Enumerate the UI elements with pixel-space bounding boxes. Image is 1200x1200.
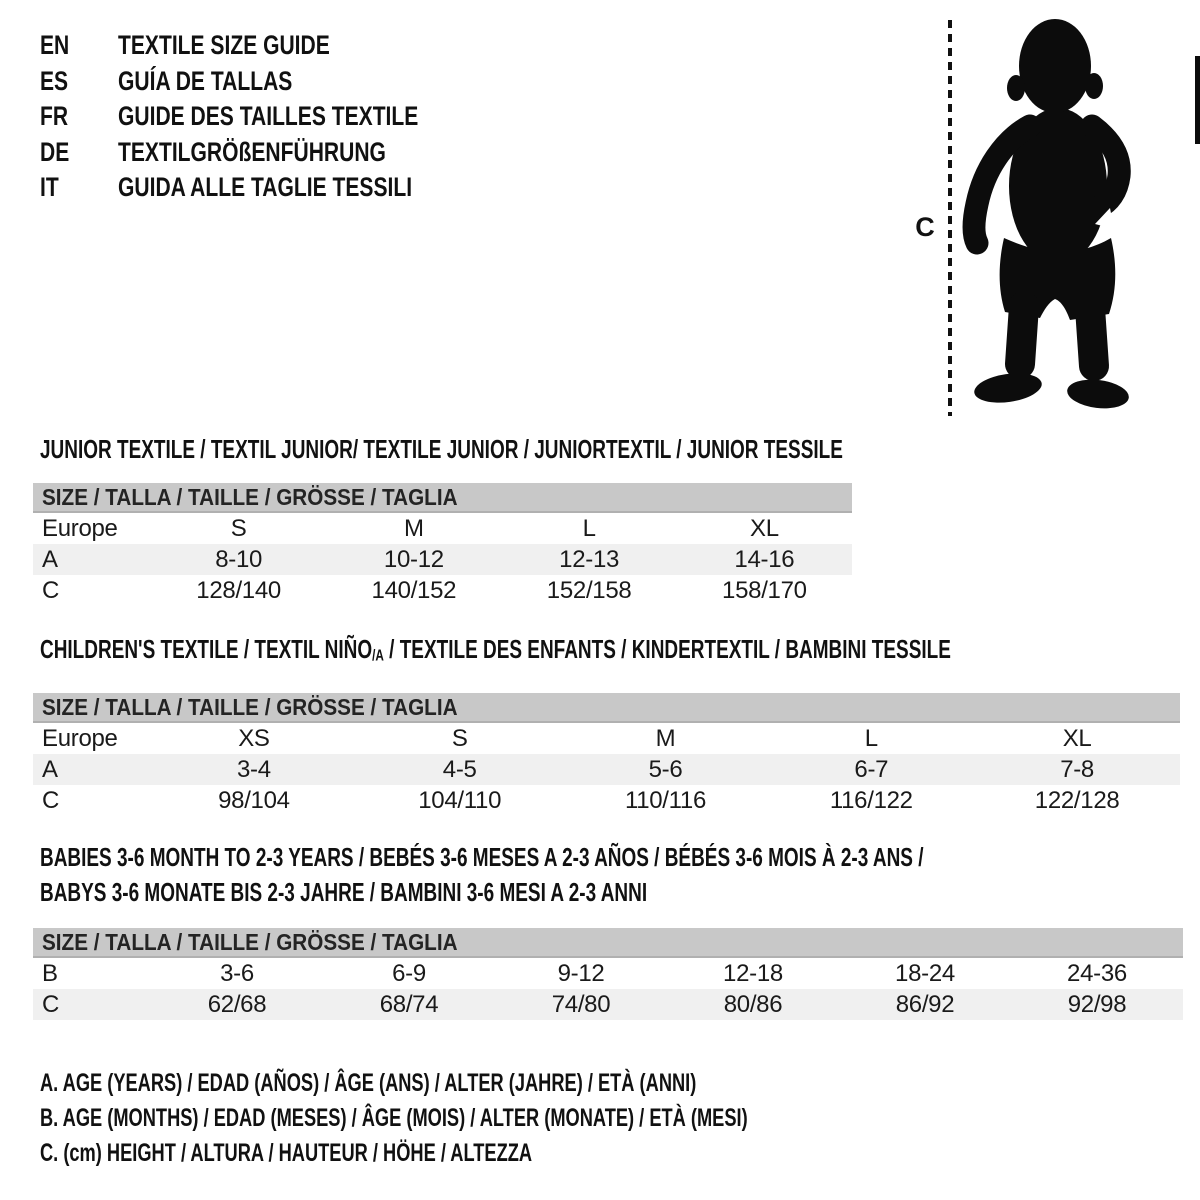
language-row: [40, 28, 503, 64]
height-cm-row: [33, 785, 1180, 816]
value-cell: 4-5: [442, 755, 477, 783]
value-cell: 18-24: [895, 959, 955, 987]
size-cell: XL: [1062, 724, 1092, 752]
language-title: GUIDE DES TAILLES TEXTILE: [118, 101, 419, 132]
legend-age-months: B. AGE (MONTHS) / EDAD (MESES) / ÂGE (MOIS) / ALTER (MONATE) / ETÀ (MESI): [40, 1104, 748, 1132]
language-title: GUIDA ALLE TAGLIE TESSILI: [118, 172, 413, 203]
size-cell: S: [451, 724, 468, 752]
language-title: GUÍA DE TALLAS: [118, 65, 293, 96]
size-header-bar: [33, 928, 1183, 958]
value-cell: 9-12: [557, 959, 605, 987]
value-cell: 80/86: [723, 990, 783, 1018]
value-cell: 128/140: [196, 576, 281, 604]
value-cell: 92/98: [1067, 990, 1127, 1018]
junior-section-title: JUNIOR TEXTILE / TEXTIL JUNIOR/ TEXTILE JUNIOR / JUNIORTEXTIL / JUNIOR TESSILE: [40, 434, 843, 464]
height-cm-row: [33, 989, 1183, 1020]
language-code: FR: [40, 101, 69, 132]
row-label: B: [42, 959, 58, 987]
value-cell: 7-8: [1060, 755, 1094, 783]
language-title: TEXTILGRÖßENFÜHRUNG: [118, 136, 386, 167]
legend-age-years: A. AGE (YEARS) / EDAD (AÑOS) / ÂGE (ANS) / ALTER (JAHRE) / ETÀ (ANNI): [40, 1069, 697, 1097]
value-cell: 98/104: [218, 786, 290, 814]
size-cell: L: [864, 724, 878, 752]
language-title-block: [40, 28, 503, 206]
language-title: TEXTILE SIZE GUIDE: [118, 30, 330, 61]
language-code: EN: [40, 30, 70, 61]
size-cell: XS: [238, 724, 270, 752]
baby-silhouette: [958, 14, 1142, 418]
region-label: Europe: [42, 514, 118, 542]
value-cell: 5-6: [648, 755, 683, 783]
value-cell: 62/68: [207, 990, 267, 1018]
size-row: [33, 513, 852, 544]
language-code: IT: [40, 172, 59, 203]
image-edge-artifact: [1195, 56, 1200, 144]
row-label: C: [42, 786, 60, 814]
language-code: ES: [40, 65, 69, 96]
size-cell: M: [404, 514, 424, 542]
value-cell: 74/80: [551, 990, 611, 1018]
height-cm-row: [33, 575, 852, 606]
value-cell: 3-6: [220, 959, 254, 987]
size-header-label: SIZE / TALLA / TAILLE / GRÖSSE / TAGLIA: [42, 928, 458, 955]
babies-size-table: [33, 928, 1183, 1020]
junior-size-table: [33, 483, 852, 606]
babies-section-title-line1: BABIES 3-6 MONTH TO 2-3 YEARS / BEBÉS 3-6 MESES A 2-3 AÑOS / BÉBÉS 3-6 MOIS À 2-3 ANS /: [40, 842, 924, 872]
row-label: A: [42, 755, 58, 783]
value-cell: 110/116: [624, 786, 707, 814]
legend-block: [40, 1066, 1009, 1171]
age-years-row: [33, 754, 1180, 785]
size-cell: M: [655, 724, 676, 752]
value-cell: 104/110: [418, 786, 502, 814]
size-header-label: SIZE / TALLA / TAILLE / GRÖSSE / TAGLIA: [42, 483, 458, 510]
value-cell: 3-4: [237, 755, 271, 783]
language-row: [40, 64, 503, 100]
value-cell: 68/74: [379, 990, 439, 1018]
size-header-bar: [33, 693, 1180, 723]
value-cell: 10-12: [383, 545, 444, 573]
value-cell: 12-13: [559, 545, 620, 573]
title-subscript: /A: [372, 646, 384, 665]
size-row: [33, 723, 1180, 754]
size-header-label: SIZE / TALLA / TAILLE / GRÖSSE / TAGLIA: [42, 693, 458, 720]
height-dashed-line: [948, 20, 952, 416]
age-months-row: [33, 958, 1183, 989]
value-cell: 116/122: [829, 786, 913, 814]
size-cell: L: [582, 514, 596, 542]
value-cell: 140/152: [371, 576, 457, 604]
size-cell: S: [230, 514, 247, 542]
height-measure-label: C: [915, 212, 935, 242]
value-cell: 158/170: [722, 576, 807, 604]
legend-height-cm: C. (cm) HEIGHT / ALTURA / HAUTEUR / HÖHE / ALTEZZA: [40, 1139, 533, 1167]
size-cell: XL: [749, 514, 779, 542]
language-row: [40, 99, 503, 135]
row-label: C: [42, 576, 60, 604]
size-header-bar: [33, 483, 852, 513]
value-cell: 8-10: [215, 545, 263, 573]
language-code: DE: [40, 136, 70, 167]
language-row: [40, 170, 503, 206]
value-cell: 12-18: [723, 959, 783, 987]
children-size-table: [33, 693, 1180, 816]
value-cell: 14-16: [734, 545, 795, 573]
value-cell: 6-7: [854, 755, 889, 783]
row-label: A: [42, 545, 58, 573]
value-cell: 6-9: [392, 959, 426, 987]
row-label: C: [42, 990, 60, 1018]
value-cell: 24-36: [1067, 959, 1127, 987]
region-label: Europe: [42, 724, 118, 752]
baby-silhouette-svg: [958, 14, 1142, 418]
language-row: [40, 135, 503, 171]
value-cell: 86/92: [895, 990, 955, 1018]
children-section-title: CHILDREN'S TEXTILE / TEXTIL NIÑO/A / TEXTILE DES ENFANTS / KINDERTEXTIL / BAMBINI TESSILE: [40, 634, 951, 665]
babies-section-title-line2: BABYS 3-6 MONATE BIS 2-3 JAHRE / BAMBINI 3-6 MESI A 2-3 ANNI: [40, 877, 648, 907]
age-years-row: [33, 544, 852, 575]
value-cell: 152/158: [546, 576, 632, 604]
value-cell: 122/128: [1034, 786, 1120, 814]
